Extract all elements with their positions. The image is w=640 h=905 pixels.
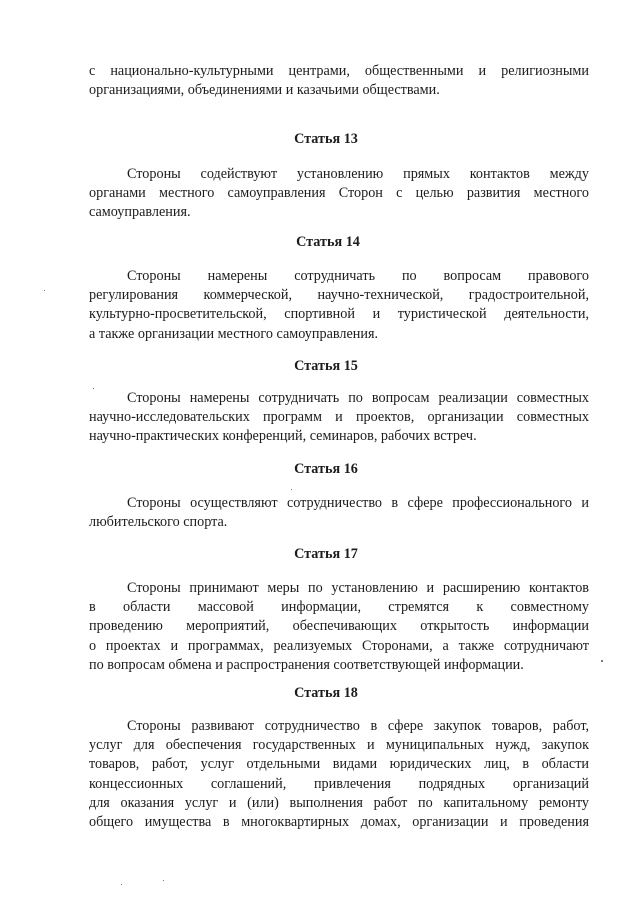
text-line: Стороны намерены сотрудничать по вопросам реализации совместных <box>127 390 589 406</box>
scan-speck <box>163 880 164 881</box>
scan-speck <box>291 489 292 490</box>
article-paragraph <box>89 717 589 832</box>
article-heading: Статья 16 <box>294 461 358 477</box>
text-line: а также организации местного самоуправления. <box>89 325 379 342</box>
text-line: самоуправления. <box>89 204 191 221</box>
text-line: культурно-просветительской, спортивной и туристической деятельности, <box>89 306 589 323</box>
article-heading: Статья 15 <box>294 358 358 374</box>
text-line: Стороны развивают сотрудничество в сфере закупок товаров, работ, <box>127 718 589 734</box>
scan-speck <box>44 290 45 291</box>
article-paragraph <box>89 494 589 532</box>
text-line: для оказания услуг и (или) выполнения работ по капитальному ремонту <box>89 794 589 811</box>
article-paragraph <box>89 267 589 344</box>
text-line: органами местного самоуправления Сторон с целью развития местного <box>89 185 589 202</box>
text-line: с национально-культурными центрами, общественными и религиозными <box>89 63 589 79</box>
text-line: организациями, объединениями и казачьими обществами. <box>89 82 440 99</box>
text-line: в области массовой информации, стремятся к совместному <box>89 599 589 616</box>
scan-speck <box>601 660 603 662</box>
text-line: о проектах и программах, реализуемых Сторонами, а также сотрудничают <box>89 637 589 654</box>
text-line: по вопросам обмена и распространения соответствующей информации. <box>89 656 524 673</box>
text-line: Стороны намерены сотрудничать по вопросам правового <box>127 268 589 284</box>
text-line: проведению мероприятий, обеспечивающих открытость информации <box>89 618 589 635</box>
article-paragraph <box>89 579 589 675</box>
text-line: общего имущества в многоквартирных домах, организации и проведения <box>89 814 589 831</box>
scan-speck <box>93 388 94 389</box>
intro-paragraph <box>89 62 589 100</box>
article-paragraph <box>89 389 589 447</box>
scan-speck <box>121 884 122 885</box>
text-line: Стороны осуществляют сотрудничество в сфере профессионального и <box>127 495 589 511</box>
text-line: регулирования коммерческой, научно-технической, градостроительной, <box>89 287 589 304</box>
text-line: Стороны содействуют установлению прямых контактов между <box>127 166 589 182</box>
text-line: товаров, работ, услуг отдельными видами юридических лиц, в области <box>89 756 589 773</box>
text-line: Стороны принимают меры по установлению и расширению контактов <box>127 580 589 596</box>
article-heading: Статья 18 <box>294 685 358 701</box>
text-line: любительского спорта. <box>89 514 228 531</box>
article-heading: Статья 13 <box>294 131 358 147</box>
article-heading: Статья 14 <box>296 234 360 250</box>
text-line: научно-практических конференций, семинаров, рабочих встреч. <box>89 428 477 445</box>
article-paragraph <box>89 165 589 223</box>
article-heading: Статья 17 <box>294 546 358 562</box>
text-line: услуг для обеспечения государственных и муниципальных нужд, закупок <box>89 737 589 754</box>
text-line: концессионных соглашений, привлечения подрядных организаций <box>89 775 589 792</box>
text-line: научно-исследовательских программ и проектов, организации совместных <box>89 409 589 426</box>
